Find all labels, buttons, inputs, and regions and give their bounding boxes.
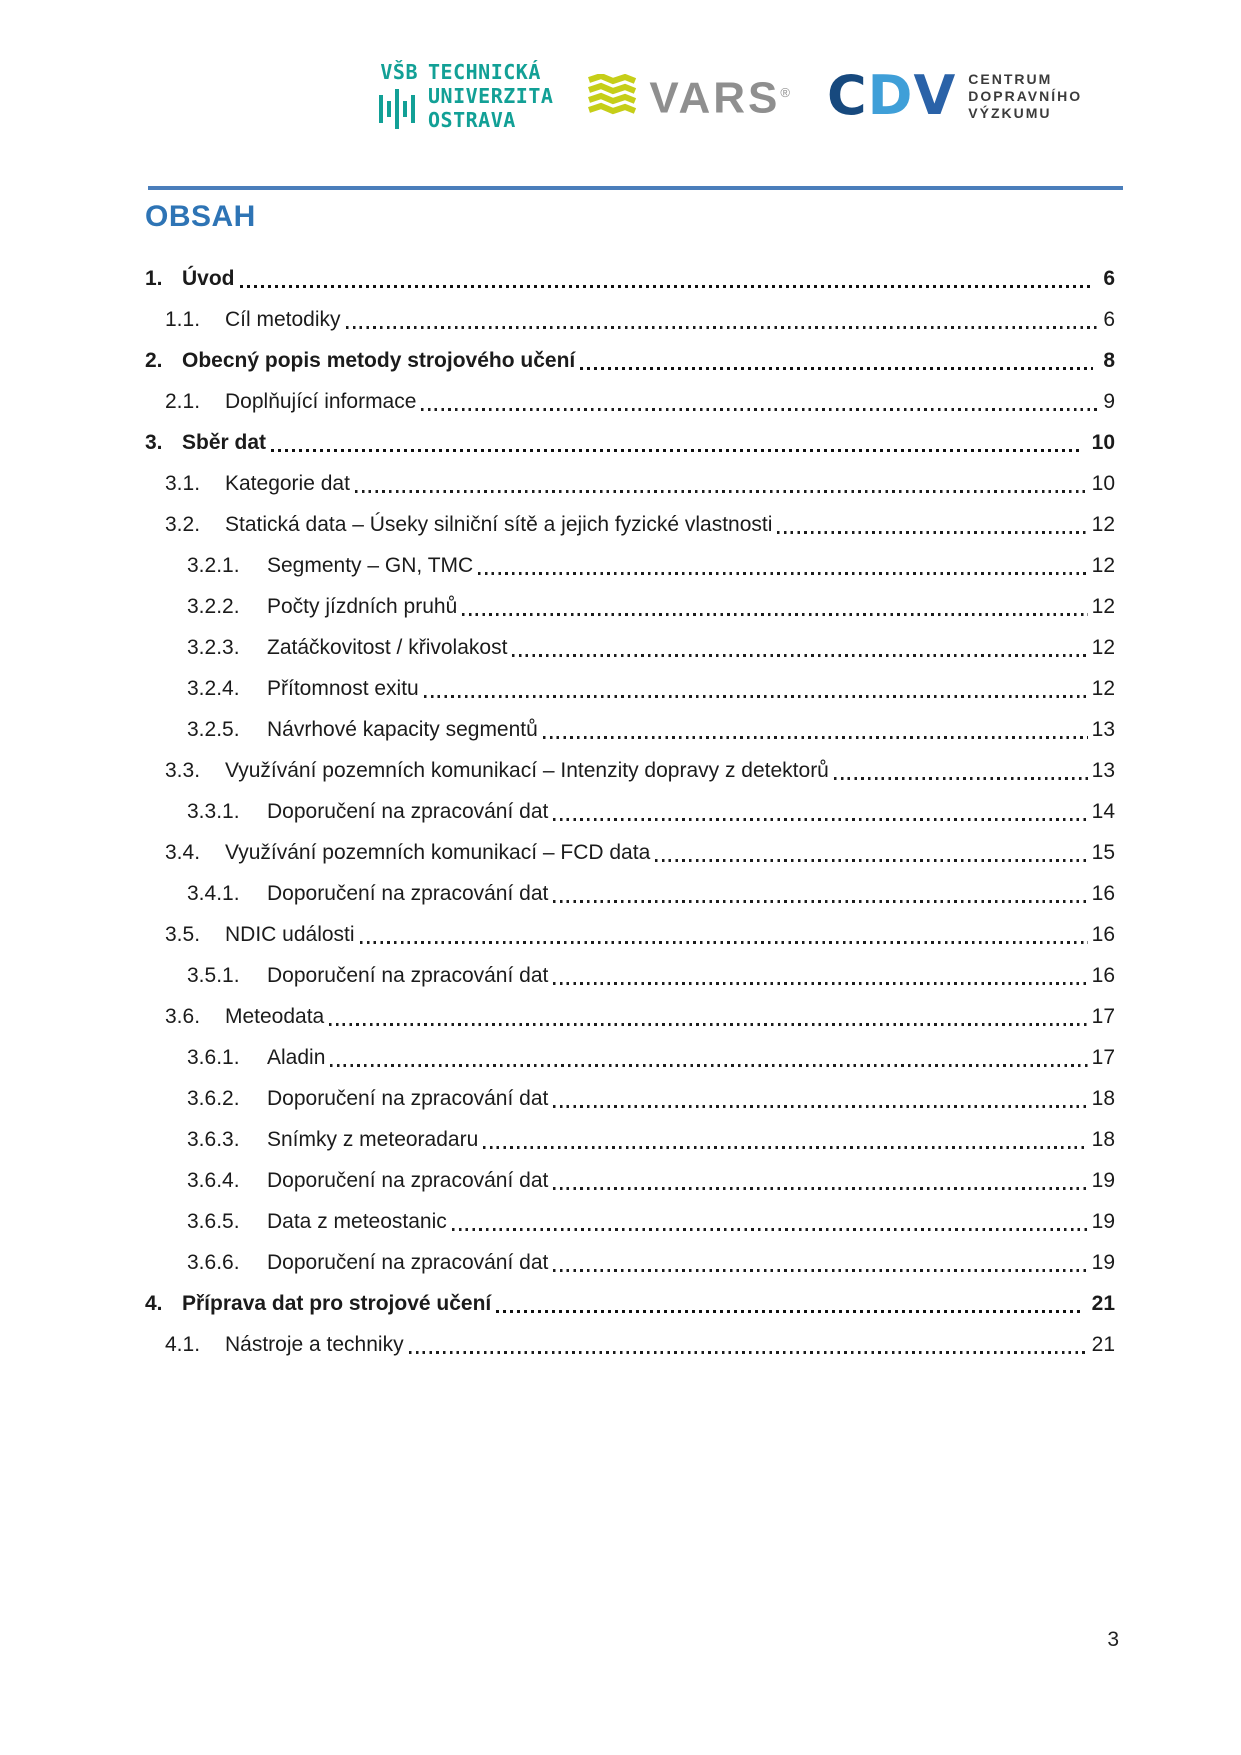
toc-entry-page: 10 [1091, 472, 1115, 495]
toc-entry[interactable] [145, 963, 1115, 989]
toc-entry[interactable] [145, 1291, 1115, 1317]
toc-dot-leader [240, 285, 1094, 288]
toc-entry-page: 21 [1091, 1292, 1115, 1315]
toc-entry-page: 18 [1091, 1087, 1115, 1110]
cdv-logo-line2: DOPRAVNÍHO [968, 87, 1083, 104]
toc-entry-page: 12 [1091, 513, 1115, 536]
toc-dot-leader [580, 367, 1093, 370]
toc-dot-leader [424, 695, 1088, 698]
toc-entry[interactable] [145, 1045, 1115, 1071]
toc-entry[interactable] [145, 348, 1115, 374]
toc-entry-label: Snímky z meteoradaru [267, 1128, 479, 1151]
toc-entry[interactable] [145, 1127, 1115, 1153]
cdv-logo-line3: VÝZKUMU [968, 104, 1052, 121]
toc-entry-label: Data z meteostanic [267, 1210, 447, 1233]
toc-entry-number: 3.2.4. [187, 677, 240, 700]
toc-entry[interactable] [145, 758, 1115, 784]
toc-dot-leader [655, 859, 1087, 862]
toc-entry-label: Doporučení na zpracování dat [267, 1087, 549, 1110]
toc-entry-number: 3.6.3. [187, 1128, 240, 1151]
toc-entry-label: Meteodata [225, 1005, 325, 1028]
toc-entry-page: 13 [1091, 718, 1115, 741]
toc-entry-number: 3.2. [165, 513, 201, 536]
toc-entry-label: Doporučení na zpracování dat [267, 1169, 549, 1192]
toc-entry-number: 3.2.5. [187, 718, 240, 741]
vsb-tuo-logo [378, 60, 553, 132]
toc-entry-page: 9 [1103, 390, 1115, 413]
table-of-contents [145, 266, 1115, 1373]
toc-entry[interactable] [145, 676, 1115, 702]
toc-dot-leader [553, 982, 1087, 985]
toc-entry-label: Úvod [182, 267, 235, 290]
toc-dot-leader [553, 818, 1087, 821]
toc-entry-label: Sběr dat [182, 431, 267, 454]
toc-entry[interactable] [145, 553, 1115, 579]
toc-entry-number: 1. [145, 267, 163, 290]
toc-entry[interactable] [145, 840, 1115, 866]
toc-entry-label: Využívání pozemních komunikací – FCD data [225, 841, 651, 864]
toc-entry-number: 3.6.6. [187, 1251, 240, 1274]
cdv-logo-line1: CENTRUM [968, 70, 1053, 87]
toc-entry-label: Aladin [267, 1046, 326, 1069]
toc-entry-label: Příprava dat pro strojové učení [182, 1292, 492, 1315]
toc-entry[interactable] [145, 430, 1115, 456]
toc-entry-number: 3.3. [165, 759, 201, 782]
toc-dot-leader [478, 572, 1087, 575]
toc-entry-label: Nástroje a techniky [225, 1333, 404, 1356]
toc-entry-number: 3.5. [165, 923, 201, 946]
toc-dot-leader [330, 1064, 1087, 1067]
vsb-logo-line1: TECHNICKÁ [428, 60, 541, 84]
toc-entry-label: Obecný popis metody strojového učení [182, 349, 576, 372]
toc-dot-leader [553, 1187, 1087, 1190]
toc-entry-number: 3. [145, 431, 163, 454]
toc-entry-page: 10 [1091, 431, 1115, 454]
cdv-logo [827, 64, 1083, 127]
toc-entry[interactable] [145, 266, 1115, 292]
toc-entry[interactable] [145, 635, 1115, 661]
toc-dot-leader [553, 900, 1087, 903]
toc-entry-page: 19 [1091, 1210, 1115, 1233]
toc-dot-leader [462, 613, 1087, 616]
toc-entry-label: Počty jízdních pruhů [267, 595, 458, 618]
vsb-logo-left [378, 60, 418, 132]
toc-entry-label: Doporučení na zpracování dat [267, 800, 549, 823]
toc-entry[interactable] [145, 1209, 1115, 1235]
toc-entry-label: Doplňující informace [225, 390, 417, 413]
toc-entry-label: Doporučení na zpracování dat [267, 1251, 549, 1274]
toc-entry-page: 8 [1103, 349, 1115, 372]
toc-entry-page: 16 [1091, 923, 1115, 946]
toc-entry-label: Doporučení na zpracování dat [267, 964, 549, 987]
vsb-logo-acronym: VŠB [380, 60, 418, 84]
toc-entry-number: 2.1. [165, 390, 201, 413]
toc-entry-page: 12 [1091, 595, 1115, 618]
toc-entry-label: Přítomnost exitu [267, 677, 419, 700]
toc-entry[interactable] [145, 389, 1115, 415]
toc-dot-leader [271, 449, 1082, 452]
vars-logo [587, 73, 793, 123]
vars-waves-icon [587, 74, 637, 118]
toc-entry-page: 16 [1091, 964, 1115, 987]
toc-dot-leader [483, 1146, 1087, 1149]
toc-entry-label: Cíl metodiky [225, 308, 341, 331]
toc-entry-number: 3.4. [165, 841, 201, 864]
toc-entry[interactable] [145, 1168, 1115, 1194]
toc-dot-leader [346, 326, 1100, 329]
vars-wordmark: VARS® [649, 73, 793, 123]
toc-entry[interactable] [145, 1004, 1115, 1030]
toc-entry-page: 15 [1091, 841, 1115, 864]
toc-entry-page: 18 [1091, 1128, 1115, 1151]
toc-entry-page: 17 [1091, 1005, 1115, 1028]
toc-dot-leader [543, 736, 1088, 739]
toc-entry-page: 12 [1091, 554, 1115, 577]
cdv-logo-text [968, 71, 1082, 122]
toc-entry-number: 3.2.2. [187, 595, 240, 618]
toc-entry[interactable] [145, 922, 1115, 948]
vsb-soundwave-icon [378, 86, 418, 132]
toc-entry-number: 3.1. [165, 472, 201, 495]
toc-entry[interactable] [145, 1086, 1115, 1112]
toc-dot-leader [421, 408, 1099, 411]
vsb-logo-line3: OSTRAVA [428, 108, 516, 132]
toc-dot-leader [553, 1269, 1087, 1272]
toc-entry-number: 3.6.2. [187, 1087, 240, 1110]
toc-entry-number: 4.1. [165, 1333, 201, 1356]
toc-dot-leader [355, 490, 1088, 493]
header-divider-line [148, 186, 1123, 190]
toc-entry-label: NDIC události [225, 923, 355, 946]
toc-dot-leader [329, 1023, 1087, 1026]
toc-entry-number: 3.2.3. [187, 636, 240, 659]
toc-dot-leader [512, 654, 1087, 657]
toc-entry-page: 19 [1091, 1169, 1115, 1192]
toc-entry-page: 16 [1091, 882, 1115, 905]
toc-entry-number: 3.5.1. [187, 964, 240, 987]
toc-dot-leader [777, 531, 1087, 534]
toc-entry[interactable] [145, 594, 1115, 620]
toc-entry-page: 6 [1103, 308, 1115, 331]
toc-entry-number: 1.1. [165, 308, 201, 331]
toc-entry[interactable] [145, 1250, 1115, 1276]
toc-entry[interactable] [145, 717, 1115, 743]
toc-entry-number: 3.2.1. [187, 554, 240, 577]
toc-entry-page: 17 [1091, 1046, 1115, 1069]
toc-entry-number: 3.4.1. [187, 882, 240, 905]
toc-entry[interactable] [145, 799, 1115, 825]
toc-entry[interactable] [145, 512, 1115, 538]
toc-entry-number: 3.6.4. [187, 1169, 240, 1192]
toc-dot-leader [409, 1351, 1088, 1354]
page-title: OBSAH [145, 200, 256, 233]
footer-page-number: 3 [1107, 1628, 1119, 1651]
toc-entry-label: Zatáčkovitost / křivolakost [267, 636, 508, 659]
toc-entry-label: Segmenty – GN, TMC [267, 554, 474, 577]
toc-entry-page: 14 [1091, 800, 1115, 823]
toc-entry-number: 2. [145, 349, 163, 372]
toc-entry-label: Návrhové kapacity segmentů [267, 718, 538, 741]
toc-entry-page: 12 [1091, 636, 1115, 659]
toc-entry-page: 12 [1091, 677, 1115, 700]
toc-dot-leader [496, 1310, 1081, 1313]
toc-entry[interactable] [145, 1332, 1115, 1358]
toc-dot-leader [834, 777, 1088, 780]
toc-entry-label: Kategorie dat [225, 472, 350, 495]
toc-entry-page: 19 [1091, 1251, 1115, 1274]
toc-dot-leader [553, 1105, 1087, 1108]
vsb-logo-text [428, 60, 553, 132]
vsb-logo-line2: UNIVERZITA [428, 84, 554, 108]
toc-dot-leader [452, 1228, 1088, 1231]
document-header [378, 60, 1082, 132]
toc-entry-number: 3.6.5. [187, 1210, 240, 1233]
toc-entry-label: Využívání pozemních komunikací – Intenzity dopravy z detektorů [225, 759, 829, 782]
toc-entry-page: 21 [1091, 1333, 1115, 1356]
toc-dot-leader [360, 941, 1088, 944]
toc-entry-number: 3.3.1. [187, 800, 240, 823]
toc-entry-page: 13 [1091, 759, 1115, 782]
cdv-monogram: CDV [827, 64, 957, 127]
registered-trademark-icon: ® [780, 85, 793, 101]
toc-entry-number: 3.6.1. [187, 1046, 240, 1069]
toc-entry[interactable] [145, 471, 1115, 497]
toc-entry-number: 4. [145, 1292, 163, 1315]
toc-entry-label: Doporučení na zpracování dat [267, 882, 549, 905]
toc-entry-number: 3.6. [165, 1005, 201, 1028]
toc-entry-page: 6 [1103, 267, 1115, 290]
toc-entry[interactable] [145, 307, 1115, 333]
toc-entry-label: Statická data – Úseky silniční sítě a jejich fyzické vlastnosti [225, 513, 773, 536]
toc-entry[interactable] [145, 881, 1115, 907]
